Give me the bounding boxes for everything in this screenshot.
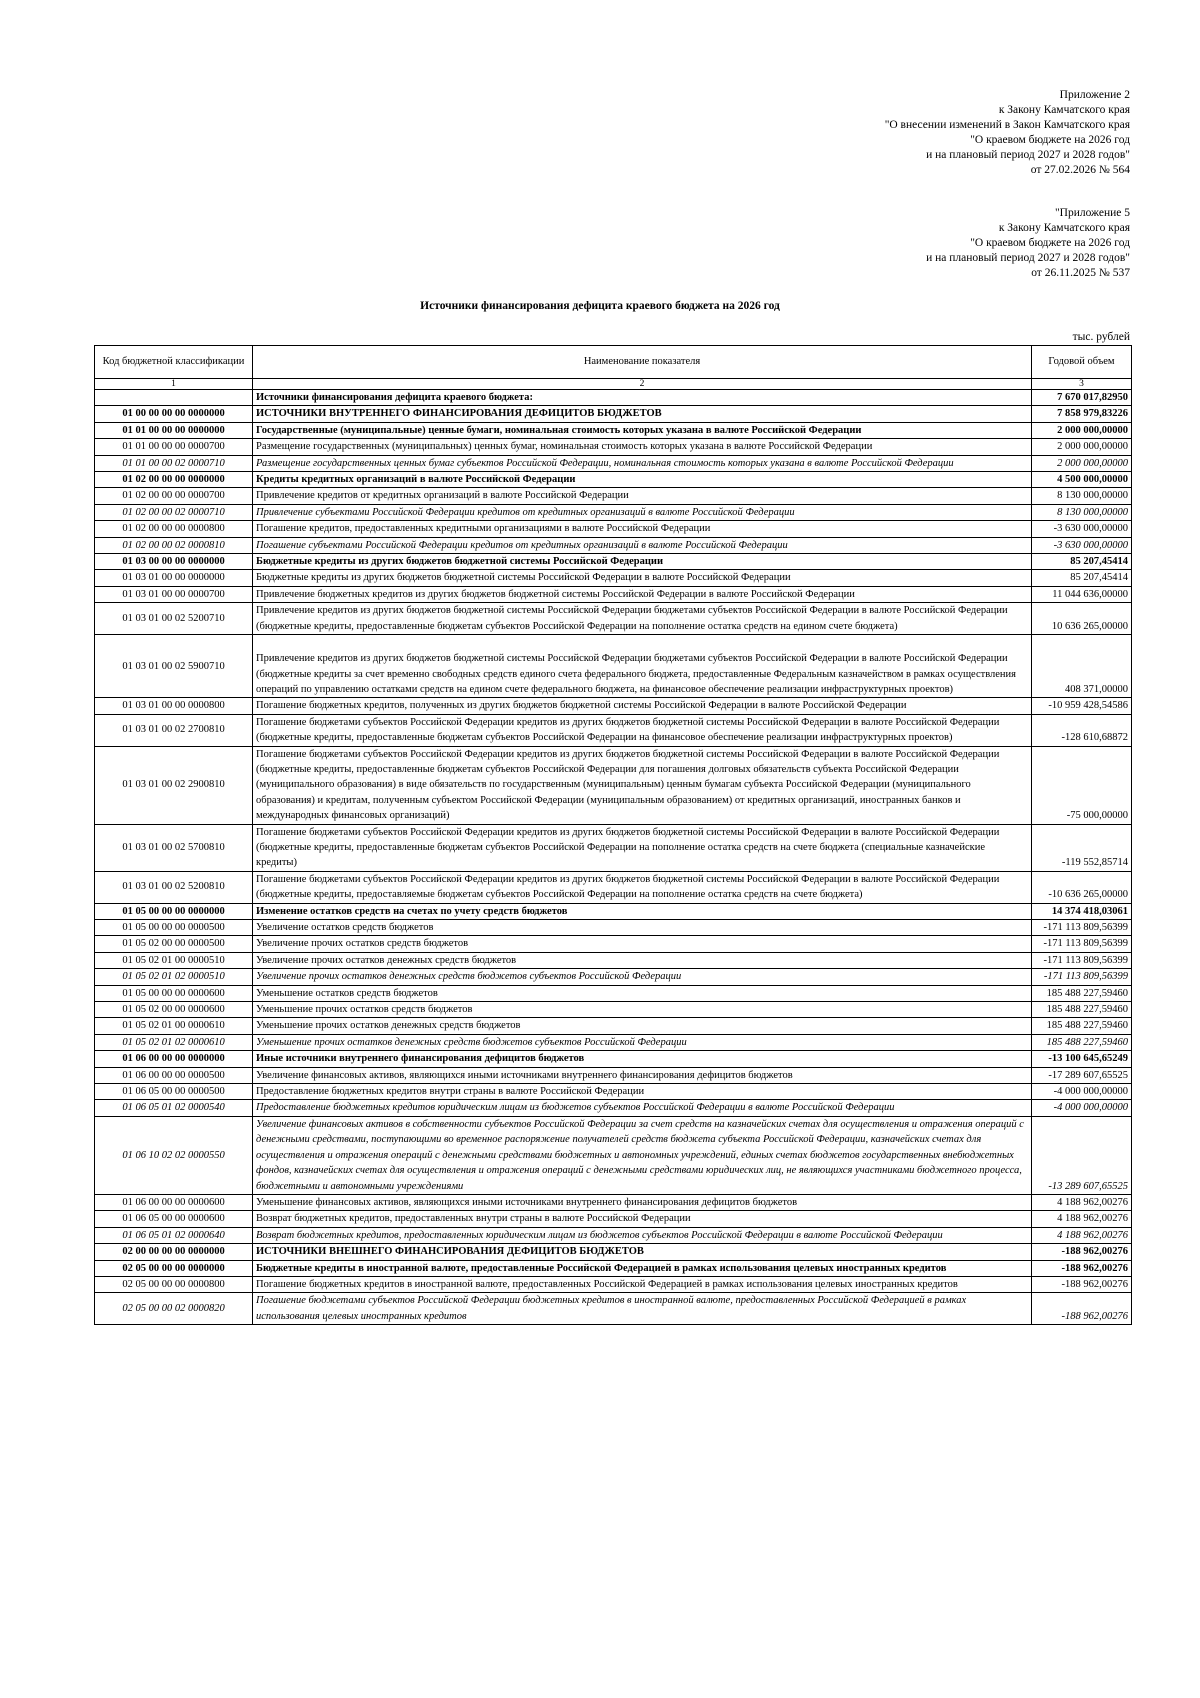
row-code: 01 03 01 00 02 5200710 — [95, 603, 253, 635]
row-value: -171 113 809,56399 — [1032, 952, 1132, 968]
row-value: 85 207,45414 — [1032, 554, 1132, 570]
row-value: -75 000,00000 — [1032, 746, 1132, 824]
row-name: Погашение бюджетных кредитов, полученных из других бюджетов бюджетной системы Российской Федерации в валюте Российской Федерации — [253, 698, 1032, 714]
row-code: 01 03 01 00 02 2700810 — [95, 714, 253, 746]
row-code: 01 05 00 00 00 0000000 — [95, 903, 253, 919]
row-value: -17 289 607,65525 — [1032, 1067, 1132, 1083]
table-header-row — [95, 346, 1132, 379]
table-row — [95, 1227, 1132, 1243]
table-row — [95, 603, 1132, 635]
row-code: 01 05 02 00 00 0000600 — [95, 1002, 253, 1018]
row-value: 7 858 979,83226 — [1032, 406, 1132, 422]
header-line: и на плановый период 2027 и 2028 годов" — [926, 149, 1130, 161]
row-name: Уменьшение прочих остатков денежных средств бюджетов — [253, 1018, 1032, 1034]
row-code: 01 05 00 00 00 0000500 — [95, 920, 253, 936]
table-row — [95, 1100, 1132, 1116]
row-code: 01 03 01 00 00 0000800 — [95, 698, 253, 714]
row-name: Возврат бюджетных кредитов, предоставленных внутри страны в валюте Российской Федерации — [253, 1211, 1032, 1227]
row-name: Бюджетные кредиты из других бюджетов бюджетной системы Российской Федерации в валюте Российской Федерации — [253, 570, 1032, 586]
header-name: Наименование показателя — [253, 346, 1032, 379]
header-line: "О внесении изменений в Закон Камчатского края — [884, 119, 1130, 131]
row-code: 01 06 05 00 00 0000500 — [95, 1084, 253, 1100]
row-value: -3 630 000,00000 — [1032, 521, 1132, 537]
header-line: и на плановый период 2027 и 2028 годов" — [926, 252, 1130, 264]
row-code: 01 01 00 00 00 0000000 — [95, 422, 253, 438]
row-code: 01 00 00 00 00 0000000 — [95, 406, 253, 422]
table-row — [95, 570, 1132, 586]
row-name: Погашение бюджетами субъектов Российской Федерации кредитов из других бюджетов бюджетной системы Российской Федерации в валюте Российской Федерации (бюджетные кредиты, предоставленные бюджетам субъектов Российской Федерации на финансовое обеспечение реализации инфраструктурных проектов) — [253, 714, 1032, 746]
row-name: Увеличение прочих остатков денежных средств бюджетов — [253, 952, 1032, 968]
row-value: 8 130 000,00000 — [1032, 488, 1132, 504]
table-row — [95, 488, 1132, 504]
column-number: 3 — [1032, 379, 1132, 390]
header-value: Годовой объем — [1032, 346, 1132, 379]
row-code: 01 05 02 01 02 0000510 — [95, 969, 253, 985]
table-row — [95, 969, 1132, 985]
table-row — [95, 406, 1132, 422]
header-line: к Закону Камчатского края — [998, 222, 1130, 234]
table-row — [95, 936, 1132, 952]
table-row — [95, 586, 1132, 602]
row-code: 01 03 01 00 00 0000700 — [95, 586, 253, 602]
table-row — [95, 1260, 1132, 1276]
table-row — [95, 439, 1132, 455]
row-code: 01 03 01 00 02 2900810 — [95, 746, 253, 824]
original-appendix-header — [430, 206, 1130, 281]
row-code: 02 05 00 00 00 0000800 — [95, 1276, 253, 1292]
row-name: Погашение кредитов, предоставленных кредитными организациями в валюте Российской Федерации — [253, 521, 1032, 537]
header-line: от 27.02.2026 № 564 — [1030, 164, 1130, 176]
row-name: Привлечение кредитов от кредитных организаций в валюте Российской Федерации — [253, 488, 1032, 504]
header-line: от 26.11.2025 № 537 — [1031, 267, 1130, 279]
row-name: Кредиты кредитных организаций в валюте Российской Федерации — [253, 472, 1032, 488]
row-value: 2 000 000,00000 — [1032, 422, 1132, 438]
row-value: 11 044 636,00000 — [1032, 586, 1132, 602]
row-code: 01 06 10 02 02 0000550 — [95, 1116, 253, 1194]
row-name: Бюджетные кредиты в иностранной валюте, предоставленные Российской Федерацией в рамках использования целевых иностранных кредитов — [253, 1260, 1032, 1276]
row-name: Увеличение финансовых активов в собственности субъектов Российской Федерации за счет средств на казначейских счетах для осуществления и отражения операций с денежными средствами, поступающими во временное распоряжение получателей средств бюджета субъекта Российской Федерации, казначейских счетах для осуществления и отражения операций с денежными средствами бюджетных и автономных учреждений, единых счетах бюджетов государственных внебюджетных фондов, казначейских счетах для осуществления и отражения операций с денежными средствами юридических лиц, не являющихся участниками бюджетного процесса, бюджетными и автономными учреждениями — [253, 1116, 1032, 1194]
table-row — [95, 920, 1132, 936]
row-code: 01 06 00 00 00 0000600 — [95, 1194, 253, 1210]
table-row — [95, 985, 1132, 1001]
row-code: 01 03 01 00 02 5200810 — [95, 871, 253, 903]
row-value: 2 000 000,00000 — [1032, 439, 1132, 455]
row-value: -188 962,00276 — [1032, 1293, 1132, 1325]
row-name: Погашение бюджетных кредитов в иностранной валюте, предоставленных Российской Федерацией в рамках использования целевых иностранных кредитов — [253, 1276, 1032, 1292]
row-name: Иные источники внутреннего финансирования дефицитов бюджетов — [253, 1051, 1032, 1067]
row-code: 01 06 05 00 00 0000600 — [95, 1211, 253, 1227]
row-name: Погашение бюджетами субъектов Российской Федерации кредитов из других бюджетов бюджетной системы Российской Федерации в валюте Российской Федерации (бюджетные кредиты, предоставленные бюджетам субъектов Российской Федерации для погашения долговых обязательств субъекта Российской Федерации (муниципального образования) в виде обязательств по государственным (муниципальным) ценным бумагам субъекта Российской Федерации (муниципального образования) и кредитам, полученным субъектом Российской Федерации (муниципальным образованием) от кредитных организаций, иностранных банков и международных финансовых организаций) — [253, 746, 1032, 824]
row-name: Увеличение остатков средств бюджетов — [253, 920, 1032, 936]
row-name: Предоставление бюджетных кредитов внутри страны в валюте Российской Федерации — [253, 1084, 1032, 1100]
header-line: к Закону Камчатского края — [998, 104, 1130, 116]
row-value: -188 962,00276 — [1032, 1276, 1132, 1292]
document-title: Источники финансирования дефицита краевого бюджета на 2026 год — [420, 300, 780, 312]
row-value: -3 630 000,00000 — [1032, 537, 1132, 553]
table-row — [95, 871, 1132, 903]
table-row — [95, 1018, 1132, 1034]
row-code: 01 05 02 00 00 0000500 — [95, 936, 253, 952]
row-value: -171 113 809,56399 — [1032, 936, 1132, 952]
row-name: Привлечение кредитов из других бюджетов бюджетной системы Российской Федерации бюджетами субъектов Российской Федерации в валюте Российской Федерации (бюджетные кредиты за счет временно свободных средств единого счета федерального бюджета, предоставленные Федеральным казначейством в рамках осуществления операций по управлению остатками средств на едином счете федерального бюджета, на финансовое обеспечение реализации инфраструктурных проектов) — [253, 635, 1032, 698]
table-row — [95, 1244, 1132, 1260]
row-code: 01 03 01 00 02 5700810 — [95, 824, 253, 871]
table-row — [95, 455, 1132, 471]
row-value: -10 636 265,00000 — [1032, 871, 1132, 903]
row-name: Предоставление бюджетных кредитов юридическим лицам из бюджетов субъектов Российской Федерации в валюте Российской Федерации — [253, 1100, 1032, 1116]
row-value: -171 113 809,56399 — [1032, 920, 1132, 936]
row-value: 4 188 962,00276 — [1032, 1194, 1132, 1210]
row-code: 01 06 05 01 02 0000640 — [95, 1227, 253, 1243]
row-code: 01 05 02 01 00 0000610 — [95, 1018, 253, 1034]
row-value: 185 488 227,59460 — [1032, 985, 1132, 1001]
table-row — [95, 390, 1132, 406]
row-value: 185 488 227,59460 — [1032, 1002, 1132, 1018]
appendix-header — [430, 88, 1130, 178]
row-code: 01 05 02 01 00 0000510 — [95, 952, 253, 968]
table-row — [95, 1194, 1132, 1210]
table-row — [95, 903, 1132, 919]
row-value: 408 371,00000 — [1032, 635, 1132, 698]
row-name: Уменьшение прочих остатков средств бюджетов — [253, 1002, 1032, 1018]
row-value: -4 000 000,00000 — [1032, 1084, 1132, 1100]
row-name: Погашение бюджетами субъектов Российской Федерации кредитов из других бюджетов бюджетной системы Российской Федерации в валюте Российской Федерации (бюджетные кредиты, предоставленные бюджетам субъектов Российской Федерации на пополнение остатка средств на счете бюджета (специальные казначейские кредиты) — [253, 824, 1032, 871]
row-code: 01 03 01 00 00 0000000 — [95, 570, 253, 586]
table-row — [95, 554, 1132, 570]
row-name: Увеличение финансовых активов, являющихся иными источниками внутреннего финансирования дефицитов бюджетов — [253, 1067, 1032, 1083]
row-name: Погашение субъектами Российской Федерации кредитов от кредитных организаций в валюте Российской Федерации — [253, 537, 1032, 553]
row-name: Привлечение бюджетных кредитов из других бюджетов бюджетной системы Российской Федерации в валюте Российской Федерации — [253, 586, 1032, 602]
row-code: 01 03 01 00 02 5900710 — [95, 635, 253, 698]
row-code: 01 02 00 00 00 0000700 — [95, 488, 253, 504]
table-row — [95, 824, 1132, 871]
header-line: "О краевом бюджете на 2026 год — [970, 237, 1130, 249]
table-row — [95, 1211, 1132, 1227]
row-value: -4 000 000,00000 — [1032, 1100, 1132, 1116]
table-row — [95, 1293, 1132, 1325]
row-value: 2 000 000,00000 — [1032, 455, 1132, 471]
table-row — [95, 537, 1132, 553]
table-row — [95, 521, 1132, 537]
row-code: 01 05 02 01 02 0000610 — [95, 1034, 253, 1050]
row-name: Изменение остатков средств на счетах по учету средств бюджетов — [253, 903, 1032, 919]
row-name: Государственные (муниципальные) ценные бумаги, номинальная стоимость которых указана в валюте Российской Федерации — [253, 422, 1032, 438]
row-value: 8 130 000,00000 — [1032, 504, 1132, 520]
row-value: -128 610,68872 — [1032, 714, 1132, 746]
row-value: 4 188 962,00276 — [1032, 1211, 1132, 1227]
row-value: 4 188 962,00276 — [1032, 1227, 1132, 1243]
row-code: 01 02 00 00 00 0000800 — [95, 521, 253, 537]
row-name: Уменьшение финансовых активов, являющихся иными источниками внутреннего финансирования дефицитов бюджетов — [253, 1194, 1032, 1210]
table-row — [95, 635, 1132, 698]
row-name: Размещение государственных (муниципальных) ценных бумаг, номинальная стоимость которых указана в валюте Российской Федерации — [253, 439, 1032, 455]
row-code: 02 05 00 00 00 0000000 — [95, 1260, 253, 1276]
row-code — [95, 390, 253, 406]
table-row — [95, 1051, 1132, 1067]
row-value: 4 500 000,00000 — [1032, 472, 1132, 488]
row-value: 185 488 227,59460 — [1032, 1018, 1132, 1034]
row-name: Источники финансирования дефицита краевого бюджета: — [253, 390, 1032, 406]
table-row — [95, 746, 1132, 824]
row-value: -188 962,00276 — [1032, 1260, 1132, 1276]
row-value: 14 374 418,03061 — [1032, 903, 1132, 919]
row-value: -13 289 607,65525 — [1032, 1116, 1132, 1194]
table-row — [95, 1276, 1132, 1292]
row-value: 185 488 227,59460 — [1032, 1034, 1132, 1050]
row-name: Увеличение прочих остатков средств бюджетов — [253, 936, 1032, 952]
row-code: 01 01 00 00 02 0000710 — [95, 455, 253, 471]
table-row — [95, 698, 1132, 714]
table-row — [95, 472, 1132, 488]
row-value: -188 962,00276 — [1032, 1244, 1132, 1260]
row-code: 01 06 05 01 02 0000540 — [95, 1100, 253, 1116]
row-value: 10 636 265,00000 — [1032, 603, 1132, 635]
row-name: Привлечение субъектами Российской Федерации кредитов от кредитных организаций в валюте Российской Федерации — [253, 504, 1032, 520]
header-line: "Приложение 5 — [1054, 207, 1130, 219]
row-name: Уменьшение прочих остатков денежных средств бюджетов субъектов Российской Федерации — [253, 1034, 1032, 1050]
row-code: 02 00 00 00 00 0000000 — [95, 1244, 253, 1260]
row-name: ИСТОЧНИКИ ВНЕШНЕГО ФИНАНСИРОВАНИЯ ДЕФИЦИТОВ БЮДЖЕТОВ — [253, 1244, 1032, 1260]
row-value: 7 670 017,82950 — [1032, 390, 1132, 406]
row-value: -13 100 645,65249 — [1032, 1051, 1132, 1067]
row-name: ИСТОЧНИКИ ВНУТРЕННЕГО ФИНАНСИРОВАНИЯ ДЕФИЦИТОВ БЮДЖЕТОВ — [253, 406, 1032, 422]
table-row — [95, 1116, 1132, 1194]
row-code: 01 02 00 00 00 0000000 — [95, 472, 253, 488]
row-name: Бюджетные кредиты из других бюджетов бюджетной системы Российской Федерации — [253, 554, 1032, 570]
row-name: Привлечение кредитов из других бюджетов бюджетной системы Российской Федерации бюджетами субъектов Российской Федерации в валюте Российской Федерации (бюджетные кредиты, предоставленные бюджетам субъектов Российской Федерации на пополнение остатка средств на едином счете бюджета) — [253, 603, 1032, 635]
row-code: 01 02 00 00 02 0000810 — [95, 537, 253, 553]
row-name: Возврат бюджетных кредитов, предоставленных юридическим лицам из бюджетов субъектов Российской Федерации в валюте Российской Федерации — [253, 1227, 1032, 1243]
header-code: Код бюджетной классификации — [95, 346, 253, 379]
row-name: Уменьшение остатков средств бюджетов — [253, 985, 1032, 1001]
column-number: 1 — [95, 379, 253, 390]
units-label: тыс. рублей — [1072, 331, 1130, 343]
table-row — [95, 1067, 1132, 1083]
header-line: "О краевом бюджете на 2026 год — [970, 134, 1130, 146]
table-row — [95, 952, 1132, 968]
column-number: 2 — [253, 379, 1032, 390]
financing-sources-table — [94, 345, 1132, 1325]
row-name: Увеличение прочих остатков денежных средств бюджетов субъектов Российской Федерации — [253, 969, 1032, 985]
row-code: 01 06 00 00 00 0000500 — [95, 1067, 253, 1083]
row-value: -10 959 428,54586 — [1032, 698, 1132, 714]
row-name: Погашение бюджетами субъектов Российской Федерации бюджетных кредитов в иностранной валюте, предоставленных Российской Федерацией в рамках использования целевых иностранных кредитов — [253, 1293, 1032, 1325]
row-code: 01 01 00 00 00 0000700 — [95, 439, 253, 455]
table-row — [95, 504, 1132, 520]
table-row — [95, 1084, 1132, 1100]
table-row — [95, 1002, 1132, 1018]
row-name: Размещение государственных ценных бумаг субъектов Российской Федерации, номинальная стоимость которых указана в валюте Российской Федерации — [253, 455, 1032, 471]
table-row — [95, 422, 1132, 438]
header-line: Приложение 2 — [1059, 89, 1130, 101]
row-name: Погашение бюджетами субъектов Российской Федерации кредитов из других бюджетов бюджетной системы Российской Федерации в валюте Российской Федерации (бюджетные кредиты, предоставляемые бюджетам субъектов Российской Федерации на пополнение остатка средств на счете бюджета) — [253, 871, 1032, 903]
row-code: 01 03 00 00 00 0000000 — [95, 554, 253, 570]
row-code: 02 05 00 00 02 0000820 — [95, 1293, 253, 1325]
row-value: 85 207,45414 — [1032, 570, 1132, 586]
row-code: 01 06 00 00 00 0000000 — [95, 1051, 253, 1067]
row-value: -171 113 809,56399 — [1032, 969, 1132, 985]
table-row — [95, 1034, 1132, 1050]
row-code: 01 05 00 00 00 0000600 — [95, 985, 253, 1001]
row-code: 01 02 00 00 02 0000710 — [95, 504, 253, 520]
column-number-row — [95, 379, 1132, 390]
row-value: -119 552,85714 — [1032, 824, 1132, 871]
table-row — [95, 714, 1132, 746]
